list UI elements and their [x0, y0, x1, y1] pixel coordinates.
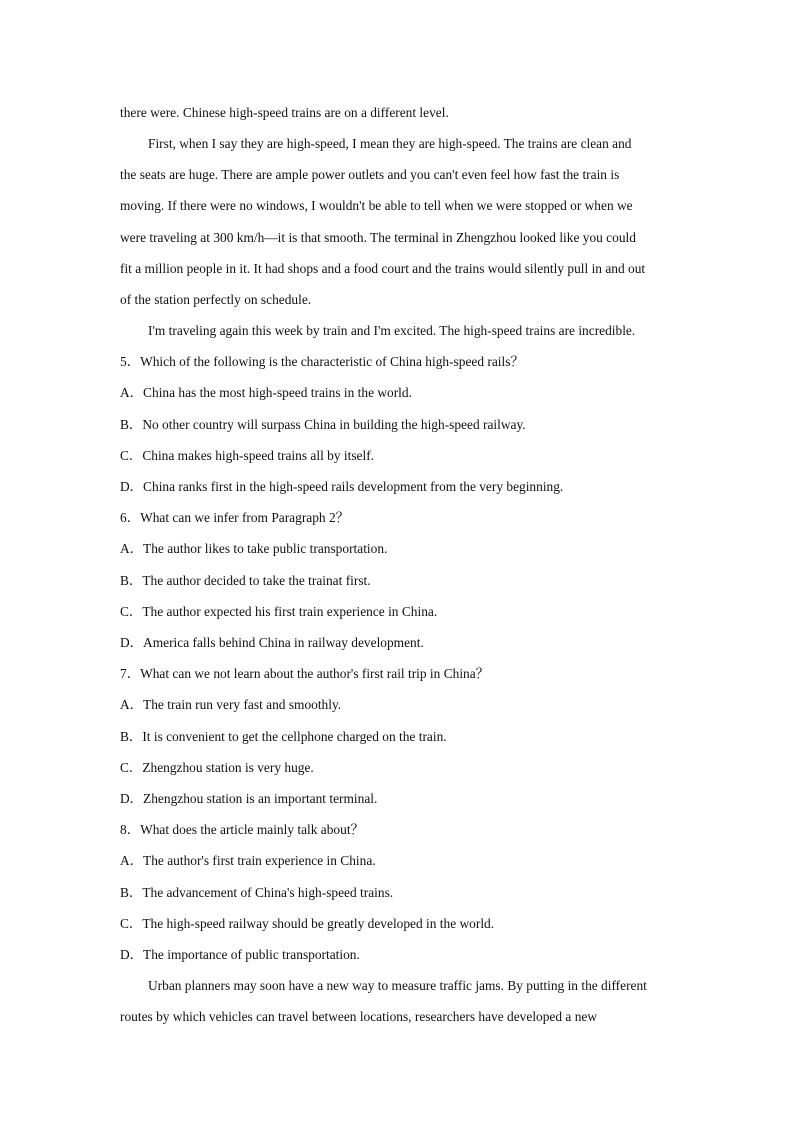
passage-line: were traveling at 300 km/h—it is that smooth. The terminal in Zhengzhou looked like you could [120, 230, 636, 245]
answer-option: C．The high-speed railway should be greatly developed in the world. [120, 916, 495, 931]
passage-line: of the station perfectly on schedule. [120, 292, 312, 307]
answer-option: A．China has the most high-speed trains in the world. [120, 385, 412, 400]
passage-line: the seats are huge. There are ample power outlets and you can't even feel how fast the train is [120, 167, 620, 182]
answer-option: D．China ranks first in the high-speed rails development from the very beginning. [120, 479, 564, 494]
question-stem: 5．Which of the following is the characteristic of China high-speed rails？ [120, 354, 524, 369]
answer-option: C．The author expected his first train experience in China. [120, 604, 438, 619]
answer-option: C．China makes high-speed trains all by itself. [120, 448, 375, 463]
answer-option: D．America falls behind China in railway development. [120, 635, 424, 650]
passage-line: First, when I say they are high-speed, I mean they are high-speed. The trains are clean and [148, 136, 632, 151]
answer-option: A．The author likes to take public transportation. [120, 541, 388, 556]
answer-option: B．The author decided to take the trainat first. [120, 573, 371, 588]
answer-option: A．The author's first train experience in China. [120, 853, 376, 868]
passage-line: I'm traveling again this week by train and I'm excited. The high-speed trains are incredible. [148, 323, 636, 338]
passage-line: there were. Chinese high-speed trains are on a different level. [120, 105, 449, 120]
answer-option: C．Zhengzhou station is very huge. [120, 760, 314, 775]
question-stem: 8．What does the article mainly talk about？ [120, 822, 364, 837]
question-stem: 7．What can we not learn about the author's first rail trip in China？ [120, 666, 490, 681]
question-stem: 6．What can we infer from Paragraph 2？ [120, 510, 350, 525]
passage-line: routes by which vehicles can travel between locations, researchers have developed a new [120, 1009, 598, 1024]
answer-option: B．It is convenient to get the cellphone charged on the train. [120, 729, 447, 744]
answer-option: D．The importance of public transportation. [120, 947, 360, 962]
answer-option: B．The advancement of China's high-speed trains. [120, 885, 394, 900]
answer-option: B．No other country will surpass China in building the high-speed railway. [120, 417, 526, 432]
passage-line: moving. If there were no windows, I wouldn't be able to tell when we were stopped or when we [120, 198, 633, 213]
passage-line: fit a million people in it. It had shops and a food court and the trains would silently pull in and out [120, 261, 646, 276]
answer-option: A．The train run very fast and smoothly. [120, 697, 342, 712]
answer-option: D．Zhengzhou station is an important terminal. [120, 791, 378, 806]
passage-line: Urban planners may soon have a new way to measure traffic jams. By putting in the different [148, 978, 647, 993]
